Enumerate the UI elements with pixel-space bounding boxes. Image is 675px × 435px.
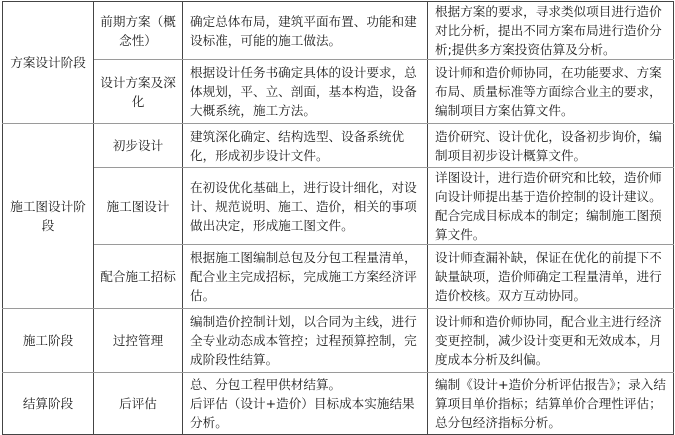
substage-cell: 设计方案及深化 [94, 60, 183, 124]
table-row [3, 245, 674, 309]
design-content-cell: 根据施工图编制总包及分包工程量清单，配合业主完成招标，完成施工方案经济评估。 [183, 245, 428, 309]
substage-cell: 前期方案（概念性） [94, 2, 183, 60]
table-row [3, 60, 674, 124]
stage-cell: 结算阶段 [3, 373, 94, 435]
cost-content-cell: 编制《设计+造价分析评估报告》；录入结算项目单价指标；结算单价合理性评估；总分包经济指标分析。 [428, 373, 674, 435]
design-cost-table [2, 1, 674, 435]
design-content-cell: 在初设优化基础上，进行设计细化，对设计、规范说明、施工、造价，相关的事项做出决定，形成施工图文件。 [183, 168, 428, 245]
substage-cell: 配合施工招标 [94, 245, 183, 309]
substage-cell: 后评估 [94, 373, 183, 435]
substage-cell: 初步设计 [94, 124, 183, 168]
cost-content-cell: 造价研究、设计优化，设备初步询价，编制项目初步设计概算文件。 [428, 124, 674, 168]
design-content-cell: 建筑深化确定、结构选型、设备系统优化，形成初步设计文件。 [183, 124, 428, 168]
stage-cell: 施工图设计阶段 [3, 124, 94, 309]
cost-content-cell: 设计师和造价师协同，在功能要求、方案布局、质量标准等方面综合业主的要求，编制项目方案估算文件。 [428, 60, 674, 124]
stage-cell: 施工阶段 [3, 309, 94, 373]
table-row [3, 309, 674, 373]
cost-content-cell: 详图设计，进行造价研究和比较，造价师向设计师提出基于造价控制的设计建议。配合完成目标成本的制定；编制施工图预算文件。 [428, 168, 674, 245]
substage-cell: 施工图设计 [94, 168, 183, 245]
substage-cell: 过控管理 [94, 309, 183, 373]
stage-cell: 方案设计阶段 [3, 2, 94, 124]
cost-content-cell: 设计师和造价师协同，配合业主进行经济变更控制，减少设计变更和无效成本，月度成本分析及纠偏。 [428, 309, 674, 373]
cost-content-cell: 根据方案的要求，寻求类似项目进行造价对比分析，提出不同方案布局进行造价分析;提供多方案投资估算及分析。 [428, 2, 674, 60]
table-row [3, 2, 674, 60]
design-content-cell: 总、分包工程甲供材结算。 后评估（设计+造价）目标成本实施结果分析。 [183, 373, 428, 435]
design-content-cell: 根据设计任务书确定具体的设计要求，总体规划，平、立、剖面，基本构造，设备大概系统，施工方法。 [183, 60, 428, 124]
design-content-cell: 编制造价控制计划，以合同为主线，进行全专业动态成本管控；过程预算控制，完成阶段性结算。 [183, 309, 428, 373]
table-row [3, 124, 674, 168]
table-row [3, 168, 674, 245]
design-content-cell: 确定总体布局，建筑平面布置、功能和建设标准，可能的施工做法。 [183, 2, 428, 60]
table-row [3, 373, 674, 435]
cost-content-cell: 设计师查漏补缺，保证在优化的前提下不缺量缺项，造价师确定工程量清单，进行造价校核。双方互动协同。 [428, 245, 674, 309]
